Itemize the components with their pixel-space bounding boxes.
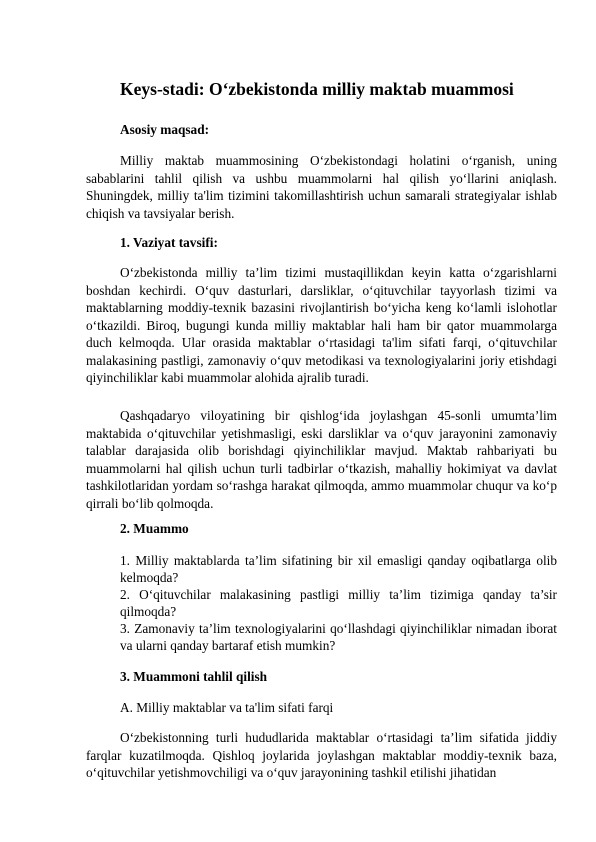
analysis-heading: 3. Muammoni tahlil qilish bbox=[120, 669, 268, 684]
document-title: Keys-stadi: O‘zbekistonda milliy maktab muammosi bbox=[120, 79, 514, 99]
analysis-paragraph-1: O‘zbekistonning turli hududlarida maktablar o‘rtasidagi ta’lim sifatida jiddiy farqlar kuzatilmoqda. Qishloq joylarida joylashgan maktablar moddiy-texnik baza, o‘qituvchilar yetishmovchiligi va o‘quv jarayonining tashkil etilishi jihatidan bbox=[86, 730, 557, 780]
problem-item-1: 1. Milliy maktablarda ta’lim sifatining bir xil emasligi qanday oqibatlarga olib kelmoqda? bbox=[120, 553, 557, 585]
situation-paragraph-1: O‘zbekistonda milliy ta’lim tizimi mustaqillikdan keyin katta o‘zgarishlarni boshdan kechirdi. O‘quv dasturlari, darsliklar, o‘qituvchilar tayyorlash tizimi va maktablarning moddiy-texnik bazasini rivojlantirish bo‘yicha keng ko‘lamli islohotlar o‘tkazildi. Biroq, bugungi kunda milliy maktablar hali ham bir qator muammolarga duch kelmoqda. Ular orasida maktablar o‘rtasidagi ta'lim sifati farqi, o‘qituvchilar malakasining pastligi, zamonaviy o‘quv metodikasi va texnologiyalarini joriy etishdagi qiyinchiliklar kabi muammolar alohida ajralib turadi. bbox=[86, 265, 557, 385]
problem-item-3: 3. Zamonaviy ta’lim texnologiyalarini qo‘llashdagi qiyinchiliklar nimadan iborat va ularni qanday bartaraf etish mumkin? bbox=[120, 621, 557, 653]
analysis-subheading: A. Milliy maktablar va ta'lim sifati farqi bbox=[120, 700, 334, 715]
situation-paragraph-2: Qashqadaryo viloyatining bir qishlog‘ida joylashgan 45-sonli umumta’lim maktabida o‘qituvchilar yetishmasligi, eski darsliklar va o‘quv jarayonini zamonaviy talablar darajasida olib borishdagi qiyinchiliklar mavjud. Maktab rahbariyati bu muammolarni hal qilish uchun turli tadbirlar o‘tkazish, mahalliy hokimiyat va davlat tashkilotlaridan yordam so‘rashga harakat qilmoqda, ammo muammolar chuqur va ko‘p qirrali bo‘lib qolmoqda. bbox=[86, 408, 557, 511]
problem-item-2: 2. O‘qituvchilar malakasining pastligi milliy ta’lim tizimiga qanday ta’sir qilmoqda? bbox=[120, 587, 557, 619]
situation-heading: 1. Vaziyat tavsifi: bbox=[120, 235, 218, 250]
goal-heading: Asosiy maqsad: bbox=[120, 122, 210, 137]
problem-heading: 2. Muammo bbox=[120, 521, 189, 536]
goal-paragraph: Milliy maktab muammosining O‘zbekistondagi holatini o‘rganish, uning sabablarini tahlil qilish va ushbu muammolarni hal qilish yo‘llarini aniqlash. Shuningdek, milliy ta'lim tizimini takomillashtirish uchun samarali strategiyalar ishlab chiqish va tavsiyalar berish. bbox=[86, 153, 557, 221]
